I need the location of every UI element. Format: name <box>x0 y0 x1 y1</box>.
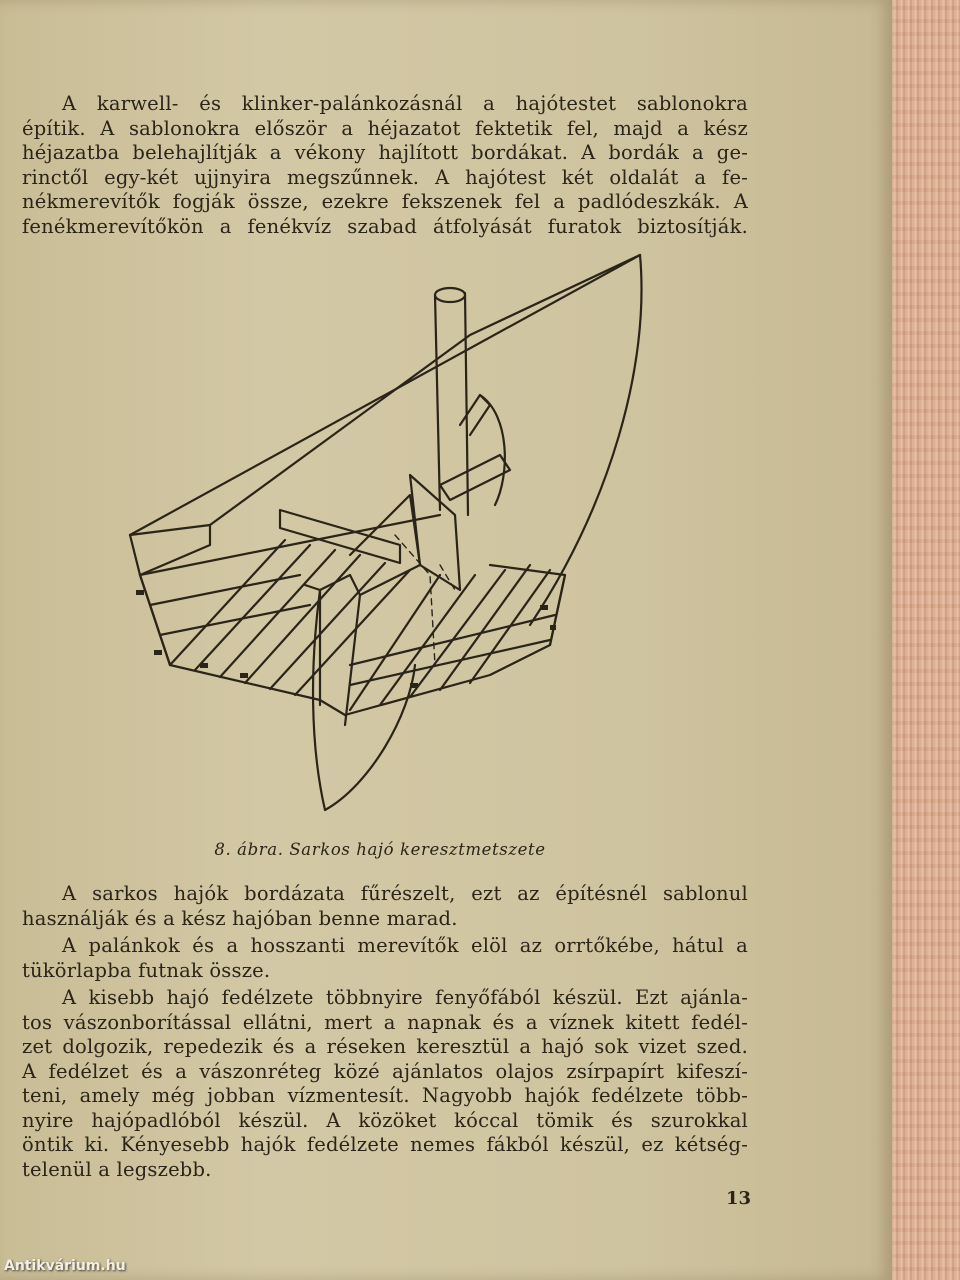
page-edge-stack <box>892 0 960 1280</box>
paragraph-palankok <box>22 934 748 983</box>
text-line: A fedélzet és a vászonréteg közé ajánlatos olajos zsírpapírt kifeszí- <box>22 1059 748 1083</box>
text-line: öntik ki. Kényesebb hajók fedélzete nemes fákból készül, ez kétség- <box>22 1133 748 1156</box>
text-line: A karwell- és klinker-palánkozásnál a hajótestet sablonokra <box>62 92 748 115</box>
text-line: héjazatba belehajlítják a vékony hajlított bordákat. A bordák a ge- <box>22 141 748 164</box>
text-line: építik. A sablonokra először a héjazatot fektetik fel, majd a kész <box>22 116 748 140</box>
paragraph-sarkos <box>22 882 748 931</box>
paragraph-karwell <box>22 92 748 239</box>
text-line: zet dolgozik, repedezik és a réseken keresztül a hajó sok vizet szed. <box>22 1035 748 1058</box>
text-line: rinctől egy-két ujjnyira megszűnnek. A hajótest két oldalát a fe- <box>22 165 748 189</box>
text-line: nyire hajópadlóból készül. A közöket kóccal tömik és szurokkal <box>22 1108 748 1132</box>
boat-cross-section-drawing <box>110 245 670 825</box>
text-line: nékmerevítők fogják össze, ezekre fekszenek fel a padlódeszkák. A <box>22 190 748 213</box>
watermark-text: Antikvárium.hu <box>4 1258 126 1274</box>
paragraph-fedelzet <box>22 986 748 1182</box>
text-line: tos vászonborítással ellátni, mert a napnak és a víznek kitett fedél- <box>22 1010 748 1034</box>
text-line: A sarkos hajók bordázata fűrészelt, ezt az építésnél sablonul <box>62 882 748 905</box>
text-line: A kisebb hajó fedélzete többnyire fenyőfából készül. Ezt ajánla- <box>62 986 748 1009</box>
text-line: tükörlapba futnak össze. <box>22 958 271 982</box>
figure-caption: 8. ábra. Sarkos hajó keresztmetszete <box>214 840 546 859</box>
page-number: 13 <box>726 1188 752 1209</box>
text-line: fenékmerevítőkön a fenékvíz szabad átfolyását furatok biztosítják. <box>22 214 748 238</box>
text-line: teni, amely még jobban vízmentesít. Nagyobb hajók fedélzete több- <box>22 1084 748 1107</box>
text-line: telenül a legszebb. <box>22 1157 212 1181</box>
text-line: használják és a kész hajóban benne marad. <box>22 906 458 930</box>
text-line: A palánkok és a hosszanti merevítők elöl az orrtőkébe, hátul a <box>62 934 748 957</box>
